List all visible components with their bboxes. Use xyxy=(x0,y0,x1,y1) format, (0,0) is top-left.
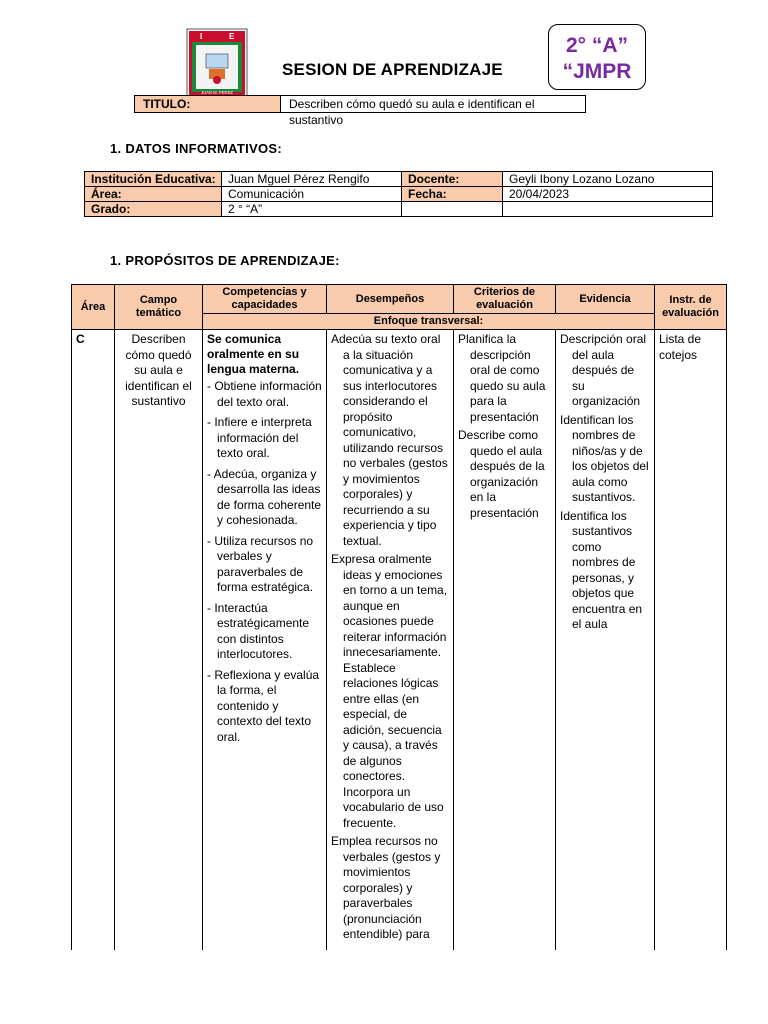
grade-line-2: “JMPR xyxy=(562,60,632,83)
logo-letter-left: I xyxy=(200,32,203,41)
header-area: Área xyxy=(72,285,115,330)
desempeno-item: Emplea recursos no verbales (gestos y movimientos corporales) y paraverbales (pronunciación entendible) para xyxy=(331,834,441,941)
capacidad-item: - Adecúa, organiza y desarrolla las ideas de forma coherente y cohesionada. xyxy=(207,467,322,529)
titulo-value: Describen cómo quedó su aula e identifican el sustantivo xyxy=(289,97,535,127)
header-instr: Instr. de evaluación xyxy=(655,285,727,330)
header-campo: Campo temático xyxy=(115,285,203,330)
school-logo xyxy=(186,28,248,98)
area-value: Comunicación xyxy=(222,187,402,202)
enfoque-transversal: Enfoque transversal: xyxy=(203,314,655,330)
datos-row xyxy=(85,172,713,187)
grado-value: 2 ° “A” xyxy=(222,202,402,217)
cell-evidencia xyxy=(556,330,655,951)
header-criterios: Criterios de evaluación xyxy=(454,285,556,314)
capacidad-item: - Utiliza recursos no verbales y paraverbales de forma estratégica. xyxy=(207,534,322,596)
capacidad-item: - Obtiene información del texto oral. xyxy=(207,379,322,410)
section-propositos-heading: 1. PROPÓSITOS DE APRENDIZAJE: xyxy=(110,253,340,268)
cell-instrumento: Lista de cotejos xyxy=(655,330,727,951)
capacidad-item: - Infiere e interpreta información del texto oral. xyxy=(207,415,322,462)
table-row xyxy=(72,330,727,951)
logo-letter-right: E xyxy=(229,32,235,41)
evidencia-item: Identifican los nombres de niños/as y de los objetos del aula como sustantivos. xyxy=(560,412,649,504)
table-header-row xyxy=(72,285,727,314)
criterio-item: Planifica la descripción oral de como quedo su aula para la presentación xyxy=(458,332,546,424)
cell-criterios xyxy=(454,330,556,951)
capacidad-item: - Interactúa estratégicamente con distintos interlocutores. xyxy=(207,601,322,663)
section-datos-heading: 1. DATOS INFORMATIVOS: xyxy=(110,141,282,156)
empty-cell xyxy=(503,202,713,217)
grade-line-1: 2° “A” xyxy=(565,34,629,57)
empty-cell xyxy=(402,202,503,217)
header-desempenos: Desempeños xyxy=(327,285,454,314)
logo-bottom-text: JUAN M. PEREZ xyxy=(201,90,233,95)
competencia-title: Se comunica oralmente en su lengua materna. xyxy=(207,332,300,376)
evidencia-item: Descripción oral del aula después de su organización xyxy=(560,332,647,408)
titulo-label: TITULO: xyxy=(135,96,281,112)
datos-row xyxy=(85,202,713,217)
fecha-value: 20/04/2023 xyxy=(503,187,713,202)
cell-campo: Describen cómo quedó su aula e identifican el sustantivo xyxy=(115,330,203,951)
criterio-item: Describe como quedo el aula después de la organización en la presentación xyxy=(458,428,545,520)
cell-competencias xyxy=(203,330,327,951)
grado-label: Grado: xyxy=(85,202,222,217)
docente-label: Docente: xyxy=(402,172,503,187)
header-competencias: Competencias y capacidades xyxy=(203,285,327,314)
area-label: Área: xyxy=(85,187,222,202)
grade-badge xyxy=(548,24,646,90)
document-title: SESION DE APRENDIZAJE xyxy=(282,60,503,79)
docente-value: Geyli Ibony Lozano Lozano xyxy=(503,172,713,187)
fecha-label: Fecha: xyxy=(402,187,503,202)
desempeno-item: Expresa oralmente ideas y emociones en torno a un tema, aunque en ocasiones puede reiterar información innecesariamente. Establece relaciones lógicas entre ellas (en especial, de adición, secuencia y causa), a través de algunos conectores. Incorpora un vocabulario de uso frecuente. xyxy=(331,552,448,830)
evidencia-item: Identifica los sustantivos como nombres de personas, y objetos que encuentra en el aula xyxy=(560,508,643,631)
desempeno-item: Adecúa su texto oral a la situación comunicativa y a sus interlocutores considerando el propósito comunicativo, utilizando recursos no verbales (gestos y movimientos corporales) y recurriendo a su experiencia y tipo textual. xyxy=(331,332,448,548)
titulo-row xyxy=(134,95,586,127)
cell-desempenos xyxy=(327,330,454,951)
capacidades-list xyxy=(207,379,322,745)
header-evidencia: Evidencia xyxy=(556,285,655,314)
institucion-value: Juan Mguel Pérez Rengifo xyxy=(222,172,402,187)
datos-row xyxy=(85,187,713,202)
capacidad-item: - Reflexiona y evalúa la forma, el contenido y contexto del texto oral. xyxy=(207,668,322,746)
cell-area: C xyxy=(72,330,115,951)
datos-table xyxy=(84,171,713,217)
propositos-table xyxy=(71,284,727,950)
institucion-label: Institución Educativa: xyxy=(85,172,222,187)
